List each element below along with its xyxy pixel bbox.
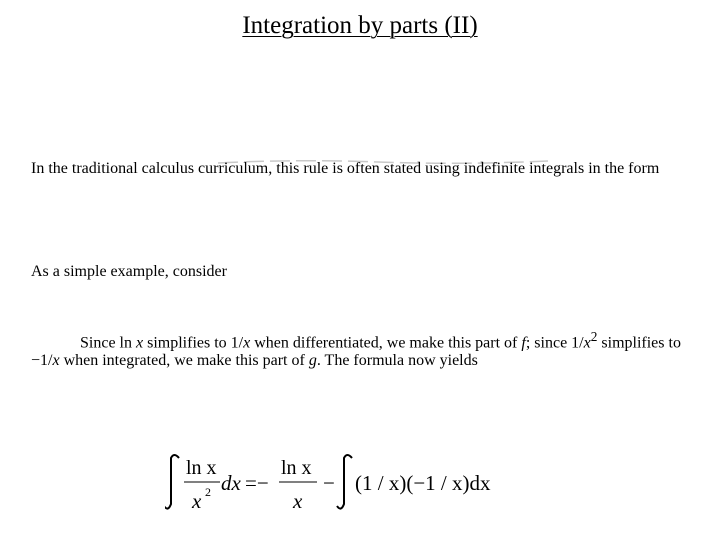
integrand: (1 / x)(−1 / x)dx xyxy=(355,471,491,495)
mid-denominator: x xyxy=(293,489,303,513)
paragraph-example: As a simple example, consider xyxy=(31,263,227,280)
lhs-numerator: ln x xyxy=(186,457,217,479)
slide-title: Integration by parts (II) xyxy=(242,12,478,39)
lhs-denominator: x xyxy=(192,489,202,513)
integration-formula xyxy=(165,448,505,518)
lhs-denominator-exponent: 2 xyxy=(205,485,211,499)
mid-numerator: ln x xyxy=(281,457,312,479)
equals-minus: =− xyxy=(245,471,269,495)
integral-sign-2 xyxy=(337,455,352,509)
lhs-dx: dx xyxy=(221,471,241,495)
minus-sign: − xyxy=(323,471,335,495)
paragraph-explanation: Since ln x simplifies to 1/x when differentiated, we make this part of f; since $1/x^2$ simplifies to −1/x when integrated, we make this part of g. The formula now yields xyxy=(31,329,681,370)
integral-sign-1 xyxy=(165,455,179,509)
paragraph-intro: In the traditional calculus curriculum, this rule is often stated using indefinite integrals in the form xyxy=(31,160,660,177)
